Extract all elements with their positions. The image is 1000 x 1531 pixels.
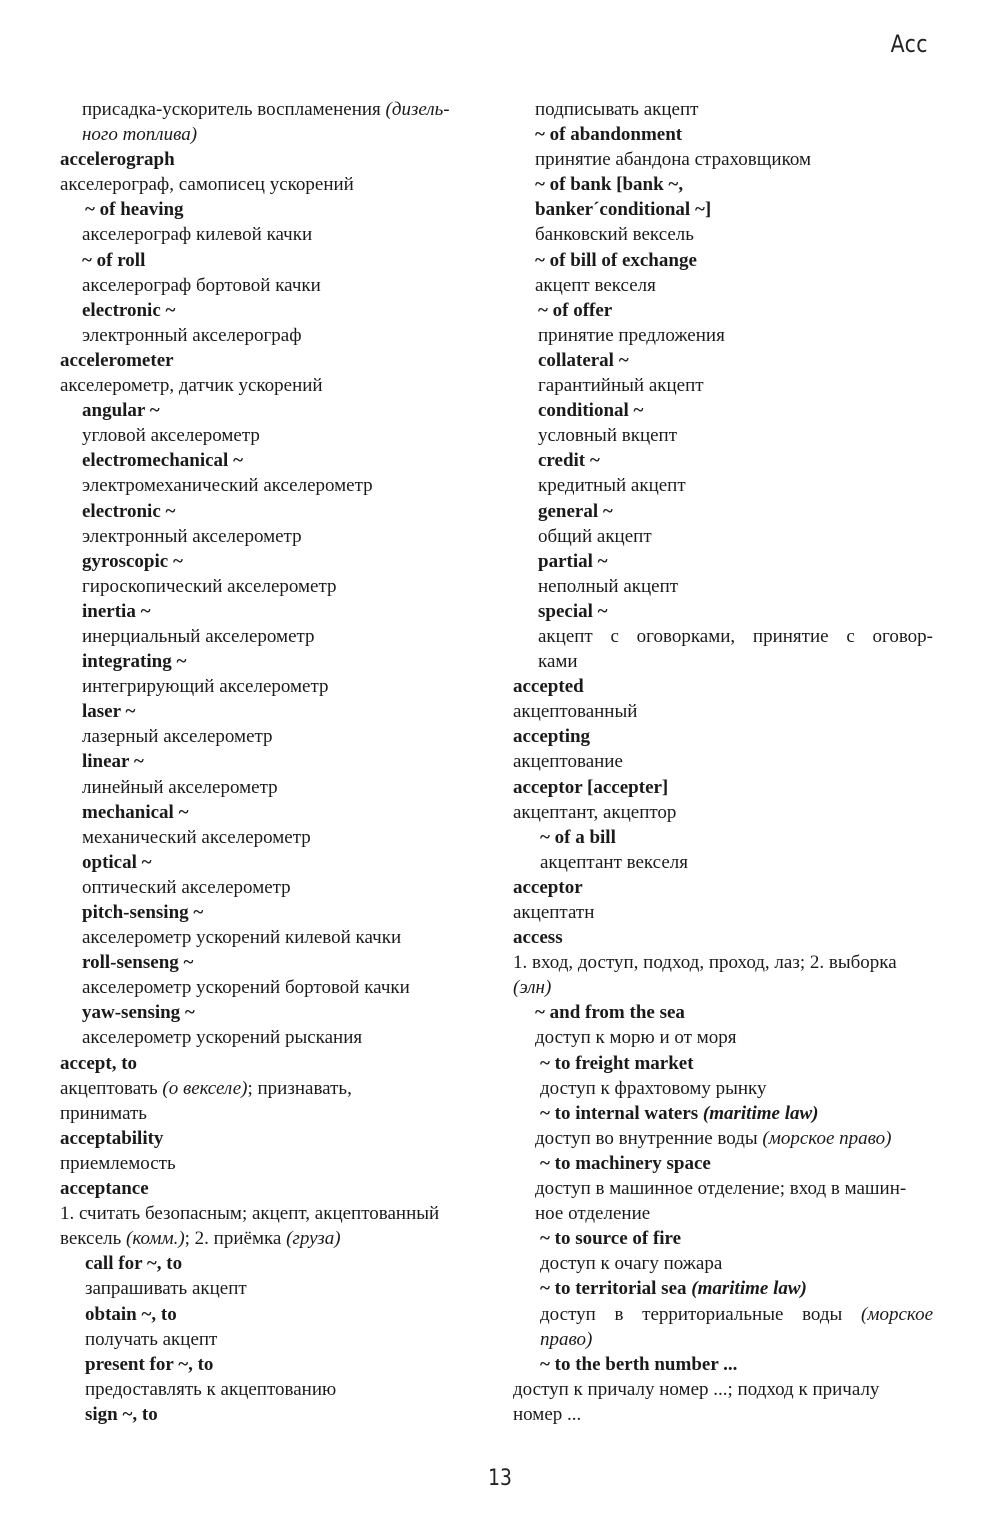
entry-text: банковский вексель <box>535 224 694 246</box>
headword-line <box>513 1101 933 1126</box>
entry-text: general ~ <box>538 500 613 522</box>
definition-line <box>513 975 933 1000</box>
entry-text: акцептант, акцептор <box>513 801 677 823</box>
headword-line <box>513 448 933 473</box>
definition-line <box>60 574 485 599</box>
entry-text: принятие абандона страховщиком <box>535 149 811 171</box>
definition-line <box>513 900 933 925</box>
entry-text: present for ~, to <box>85 1353 214 1375</box>
entry-text: неполный акцепт <box>538 575 679 597</box>
left-column <box>60 97 485 1427</box>
entry-text: accept, to <box>60 1052 138 1074</box>
entry-text: accepting <box>513 726 591 748</box>
definition-line <box>513 222 933 247</box>
entry-text: ~ of a bill <box>540 826 616 848</box>
definition-line <box>60 97 485 122</box>
headword-line <box>60 197 485 222</box>
entry-text: partial ~ <box>538 550 608 572</box>
definition-line <box>513 1251 933 1276</box>
entry-text: акцептование <box>513 751 623 773</box>
definition-line <box>60 724 485 749</box>
headword-line <box>60 448 485 473</box>
entry-text: акселерограф килевой качки <box>82 224 313 246</box>
definition-line <box>60 1151 485 1176</box>
entry-text: ~ to machinery space <box>540 1152 711 1174</box>
entry-text: лазерный акселерометр <box>82 726 273 748</box>
entry-text: кредитный акцепт <box>538 475 686 497</box>
definition-line <box>60 1025 485 1050</box>
definition-line <box>513 1302 933 1327</box>
entry-text: 1. вход, доступ, подход, проход, лаз; 2. выборка <box>513 952 897 974</box>
headword-line <box>513 1276 933 1301</box>
definition-line <box>60 975 485 1000</box>
entry-text: ~ and from the sea <box>535 1002 685 1024</box>
entry-text: электронный акселерограф <box>82 324 302 346</box>
entry-text: акцептованный <box>513 701 638 723</box>
entry-text: ~ of abandonment <box>535 124 683 146</box>
headword-line <box>60 499 485 524</box>
italic-gloss: (морское право) <box>762 1127 892 1149</box>
entry-text: electronic ~ <box>82 299 176 321</box>
entry-text: ное отделение <box>535 1203 651 1225</box>
definition-line <box>513 624 933 649</box>
definition-line <box>60 1101 485 1126</box>
headword-line <box>60 398 485 423</box>
page-number: 13 <box>488 1466 512 1491</box>
definition-line <box>513 950 933 975</box>
definition-line <box>513 1377 933 1402</box>
definition-line <box>60 323 485 348</box>
headword-line <box>513 248 933 273</box>
entry-text: условный вкцепт <box>538 425 678 447</box>
italic-gloss: (элн) <box>513 977 552 999</box>
definition-line <box>60 775 485 800</box>
entry-text: акцепт векселя <box>535 274 656 296</box>
entry-text: доступ к морю и от моря <box>535 1027 737 1049</box>
definition-line <box>513 273 933 298</box>
entry-text: доступ к фрахтовому рынку <box>540 1077 767 1099</box>
headword-line <box>513 1051 933 1076</box>
definition-line <box>60 122 485 147</box>
headword-line <box>513 398 933 423</box>
entry-text: obtain ~, to <box>85 1303 177 1325</box>
entry-text: доступ в территориальные воды <box>540 1303 862 1325</box>
headword-line <box>60 1251 485 1276</box>
italic-gloss: право) <box>540 1328 593 1350</box>
entry-text: ~ to source of fire <box>540 1228 682 1250</box>
entry-text: accelerometer <box>60 349 174 371</box>
entry-text: ками <box>538 651 578 673</box>
definition-line <box>60 423 485 448</box>
italic-gloss: (maritime law) <box>702 1102 819 1124</box>
headword-line <box>60 1352 485 1377</box>
definition-line <box>513 775 933 800</box>
entry-text: номер ... <box>513 1403 582 1425</box>
headword-line <box>60 1126 485 1151</box>
entry-text: принимать <box>60 1102 147 1124</box>
definition-line <box>60 1377 485 1402</box>
headword-line <box>513 674 933 699</box>
entry-text: линейный акселерометр <box>82 776 278 798</box>
entry-text: acceptance <box>60 1178 149 1200</box>
entry-text: ; 2. приёмка <box>184 1228 287 1250</box>
headword-line <box>60 348 485 373</box>
running-head: Acc <box>890 30 928 58</box>
entry-text: угловой акселерометр <box>82 425 260 447</box>
entry-text: подписывать акцепт <box>535 99 699 120</box>
entry-text: credit ~ <box>538 450 600 472</box>
definition-line <box>513 1201 933 1226</box>
entry-text: акцептатн <box>513 902 595 923</box>
entry-text: инерциальный акселерометр <box>82 625 315 647</box>
headword-line <box>513 348 933 373</box>
italic-gloss: (груза) <box>286 1228 341 1250</box>
headword-line <box>60 1176 485 1201</box>
definition-line <box>60 172 485 197</box>
definition-line <box>60 1226 485 1251</box>
entry-text: 1. считать безопасным; акцепт, акцептованный <box>60 1203 440 1225</box>
italic-gloss: (дизель- <box>385 99 450 120</box>
headword-line <box>513 122 933 147</box>
definition-line <box>513 473 933 498</box>
headword-line <box>60 699 485 724</box>
headword-line <box>60 900 485 925</box>
headword-line <box>513 1352 933 1377</box>
headword-line <box>60 649 485 674</box>
entry-text: banker´conditional ~] <box>535 199 712 221</box>
definition-line <box>513 800 933 825</box>
definition-line <box>513 1076 933 1101</box>
entry-text: ~ to the berth number ... <box>540 1353 738 1375</box>
entry-text: приемлемость <box>60 1152 176 1174</box>
italic-gloss: ного топлива) <box>82 124 198 146</box>
definition-line <box>513 1327 933 1352</box>
entry-text: акцептовать <box>60 1077 163 1099</box>
entry-text: принятие предложения <box>538 324 725 346</box>
entry-text: ~ of roll <box>82 249 146 271</box>
entry-text: call for ~, to <box>85 1253 183 1275</box>
italic-gloss: (комм.) <box>126 1228 185 1250</box>
entry-text: linear ~ <box>82 751 144 773</box>
entry-text: предоставлять к акцептованию <box>85 1378 337 1400</box>
definition-line <box>513 147 933 172</box>
entry-text: получать акцепт <box>85 1328 218 1350</box>
entry-text: ~ of bill of exchange <box>535 249 697 271</box>
definition-line <box>60 875 485 900</box>
entry-text: sign ~, to <box>85 1403 158 1425</box>
entry-text: [accepter] <box>582 776 669 798</box>
headword-line <box>60 599 485 624</box>
entry-text: общий акцепт <box>538 525 652 547</box>
definition-line <box>60 1276 485 1301</box>
headword-line <box>60 950 485 975</box>
headword-line <box>513 1226 933 1251</box>
definition-line <box>60 524 485 549</box>
entry-text: электронный акселерометр <box>82 525 302 547</box>
headword-line <box>513 298 933 323</box>
entry-text: optical ~ <box>82 851 152 873</box>
definition-line <box>513 1402 933 1427</box>
entry-text: acceptability <box>60 1127 164 1149</box>
entry-text: ~ of offer <box>538 299 613 321</box>
headword-line <box>60 1000 485 1025</box>
entry-text: accepted <box>513 676 584 698</box>
entry-text: гарантийный акцепт <box>538 375 704 397</box>
entry-text: inertia ~ <box>82 600 151 622</box>
entry-text: акселерограф, самописец ускорений <box>60 174 354 196</box>
entry-text: angular ~ <box>82 400 160 422</box>
entry-text: доступ к очагу пожара <box>540 1253 723 1275</box>
entry-text: accelerograph <box>60 149 175 171</box>
entry-text: вексель <box>60 1228 127 1250</box>
entry-text: laser ~ <box>82 701 136 723</box>
definition-line <box>60 624 485 649</box>
definition-line <box>513 1126 933 1151</box>
headword-line <box>60 248 485 273</box>
entry-text: gyroscopic ~ <box>82 550 183 572</box>
definition-line <box>60 674 485 699</box>
headword-line <box>513 724 933 749</box>
entry-text: yaw-sensing ~ <box>82 1002 195 1024</box>
definition-line <box>60 1327 485 1352</box>
entry-text: ~ of heaving <box>85 199 184 221</box>
entry-text: conditional ~ <box>538 400 644 422</box>
entry-text: доступ во внутренние воды <box>535 1127 763 1149</box>
entry-text: ~ of bank [bank ~, <box>535 174 684 196</box>
entry-text: электромеханический акселерометр <box>82 475 373 497</box>
definition-line <box>60 925 485 950</box>
entry-text: special ~ <box>538 600 608 622</box>
definition-line <box>513 699 933 724</box>
entry-text: запрашивать акцепт <box>85 1278 247 1300</box>
entry-text: ; признавать, <box>247 1077 352 1099</box>
headword-line <box>513 1151 933 1176</box>
headword-line <box>60 749 485 774</box>
headword-line <box>60 850 485 875</box>
headword-line <box>60 147 485 172</box>
entry-text: акцептант векселя <box>540 851 688 873</box>
definition-line <box>513 423 933 448</box>
entry-text: mechanical ~ <box>82 801 189 823</box>
italic-gloss: (морское <box>861 1303 933 1325</box>
headword-line <box>60 1051 485 1076</box>
definition-line <box>513 850 933 875</box>
definition-line <box>513 1025 933 1050</box>
definition-line <box>60 473 485 498</box>
right-column <box>513 97 933 1427</box>
definition-line <box>513 1176 933 1201</box>
headword-line <box>513 925 933 950</box>
headword-line <box>60 298 485 323</box>
definition-line <box>60 273 485 298</box>
entry-text: акцепт с оговорками, принятие с оговор- <box>538 625 933 647</box>
entry-text: присадка-ускоритель воспламенения <box>82 99 386 120</box>
headword-line <box>60 800 485 825</box>
entry-text: electronic ~ <box>82 500 176 522</box>
definition-line <box>60 825 485 850</box>
headword-line <box>513 1000 933 1025</box>
entry-text: roll-senseng ~ <box>82 952 194 974</box>
entry-text: acceptor <box>513 776 583 798</box>
entry-text: integrating ~ <box>82 651 187 673</box>
definition-line <box>513 323 933 348</box>
headword-line <box>60 1402 485 1427</box>
entry-text: доступ в машинное отделение; вход в машин- <box>535 1178 907 1200</box>
entry-text: акселерограф бортовой качки <box>82 274 321 296</box>
entry-text: доступ к причалу номер ...; подход к причалу <box>513 1378 880 1400</box>
entry-text: ~ to internal waters <box>540 1102 703 1124</box>
definition-line <box>513 749 933 774</box>
headword-line <box>60 549 485 574</box>
entry-text: акселерометр ускорений бортовой качки <box>82 977 410 999</box>
definition-line <box>60 373 485 398</box>
definition-line <box>60 1076 485 1101</box>
entry-text: оптический акселерометр <box>82 876 291 898</box>
headword-line <box>513 197 933 222</box>
definition-line <box>513 574 933 599</box>
headword-line <box>60 1302 485 1327</box>
entry-text: гироскопический акселерометр <box>82 575 337 597</box>
entry-text: electromechanical ~ <box>82 450 243 472</box>
headword-line <box>513 599 933 624</box>
italic-gloss: (maritime law) <box>691 1278 807 1300</box>
entry-text: акселерометр ускорений рыскания <box>82 1027 363 1049</box>
definition-line <box>60 222 485 247</box>
headword-line <box>513 875 933 900</box>
entry-text: access <box>513 927 563 949</box>
entry-text: collateral ~ <box>538 349 629 371</box>
headword-line <box>513 499 933 524</box>
italic-gloss: (о векселе) <box>162 1077 248 1099</box>
entry-text: акселерометр ускорений килевой качки <box>82 927 402 949</box>
definition-line <box>513 97 933 122</box>
definition-line <box>513 524 933 549</box>
entry-text: акселерометр, датчик ускорений <box>60 375 323 397</box>
definition-line <box>60 1201 485 1226</box>
entry-text: ~ to territorial sea <box>540 1278 692 1300</box>
entry-text: интегрирующий акселерометр <box>82 676 329 698</box>
entry-text: механический акселерометр <box>82 826 311 848</box>
definition-line <box>513 649 933 674</box>
headword-line <box>513 549 933 574</box>
entry-text: pitch-sensing ~ <box>82 902 204 923</box>
definition-line <box>513 373 933 398</box>
headword-line <box>513 825 933 850</box>
entry-text: acceptor <box>513 876 583 898</box>
entry-text: ~ to freight market <box>540 1052 694 1074</box>
headword-line <box>513 172 933 197</box>
